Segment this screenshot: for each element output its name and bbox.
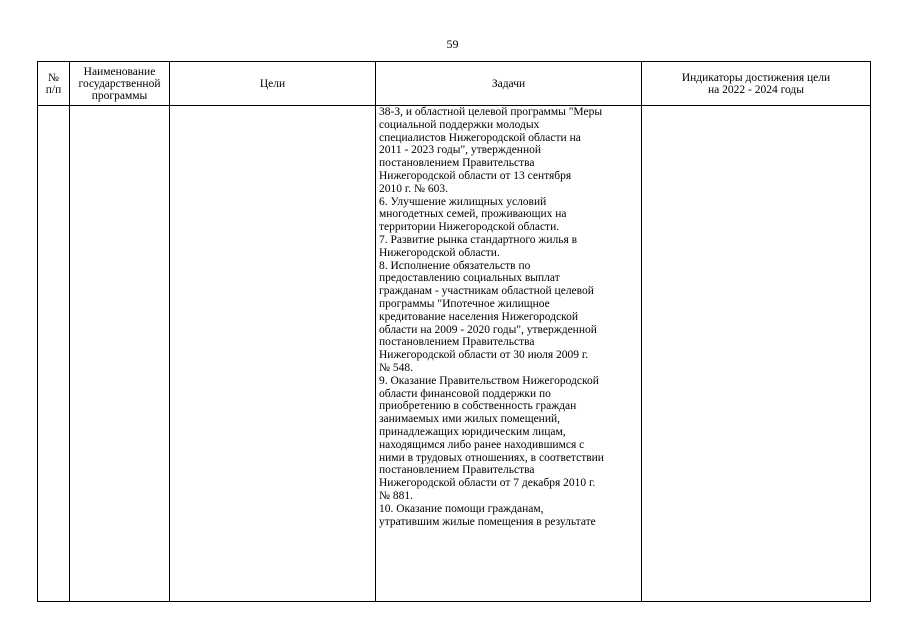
cell-goals: [170, 106, 376, 602]
task-line: 8. Исполнение обязательств по: [379, 259, 531, 272]
task-line: 38-З, и областной целевой программы "Меры: [379, 106, 603, 118]
task-line: постановлением Правительства: [379, 157, 535, 170]
header-program-line: программы: [91, 89, 148, 102]
task-line: кредитование населения Нижегородской: [379, 310, 579, 323]
header-tasks-line: Задачи: [491, 77, 526, 90]
task-line: 2011 - 2023 годы", утвержденной: [379, 144, 542, 157]
task-line: 6. Улучшение жилищных условий: [379, 195, 547, 208]
header-indicators: [642, 62, 871, 106]
task-line: Нижегородской области от 7 декабря 2010 г.: [379, 477, 596, 490]
header-tasks: [376, 62, 642, 106]
task-line: занимаемых ими жилых помещений,: [379, 413, 561, 426]
header-num-line: №: [48, 71, 59, 84]
task-line: 7. Развитие рынка стандартного жилья в: [379, 233, 578, 246]
task-line: территории Нижегородской области.: [379, 221, 560, 234]
task-line: Нижегородской области.: [379, 246, 500, 259]
cell-indicators: [642, 106, 871, 602]
task-line: специалистов Нижегородской области на: [379, 131, 581, 144]
task-line: ними в трудовых отношениях, в соответствии: [379, 451, 604, 464]
programs-table: [37, 61, 871, 602]
task-line: программы "Ипотечное жилищное: [379, 297, 550, 310]
header-indicators-line: на 2022 - 2024 годы: [707, 83, 804, 96]
page-number: 59: [446, 37, 459, 51]
task-line: области на 2009 - 2020 годы", утвержденной: [379, 323, 597, 336]
task-line: утратившим жилые помещения в результате: [379, 515, 596, 528]
header-program: [70, 62, 170, 106]
task-line: социальной поддержки молодых: [379, 118, 540, 131]
cell-num: [38, 106, 70, 602]
task-line: области финансовой поддержки по: [379, 387, 551, 400]
table-row: [38, 106, 871, 602]
header-indicators-line: Индикаторы достижения цели: [681, 71, 831, 84]
header-num: [38, 62, 70, 106]
header-goals: [170, 62, 376, 106]
task-line: 10. Оказание помощи гражданам,: [379, 502, 544, 515]
cell-tasks: [376, 106, 642, 602]
header-program-line: Наименование: [83, 65, 156, 78]
task-line: гражданам - участникам областной целевой: [379, 285, 594, 298]
task-line: принадлежащих юридическим лицам,: [379, 425, 566, 438]
table-header-row: [38, 62, 871, 106]
task-line: Нижегородской области от 30 июля 2009 г.: [379, 349, 589, 362]
task-line: постановлением Правительства: [379, 336, 535, 349]
header-num-line: п/п: [45, 83, 62, 96]
task-line: № 548.: [379, 361, 413, 374]
task-line: № 881.: [379, 489, 413, 502]
task-line: 2010 г. № 603.: [379, 182, 449, 195]
task-line: Нижегородской области от 13 сентября: [379, 169, 572, 182]
task-line: предоставлению социальных выплат: [379, 272, 560, 285]
header-goals-line: Цели: [259, 77, 286, 90]
task-line: приобретению в собственность граждан: [379, 400, 577, 413]
task-line: находящимся либо ранее находившимся с: [379, 438, 585, 451]
task-line: многодетных семей, проживающих на: [379, 208, 567, 221]
task-line: постановлением Правительства: [379, 464, 535, 477]
task-line: 9. Оказание Правительством Нижегородской: [379, 374, 599, 387]
cell-program: [70, 106, 170, 602]
header-program-line: государственной: [78, 77, 161, 90]
